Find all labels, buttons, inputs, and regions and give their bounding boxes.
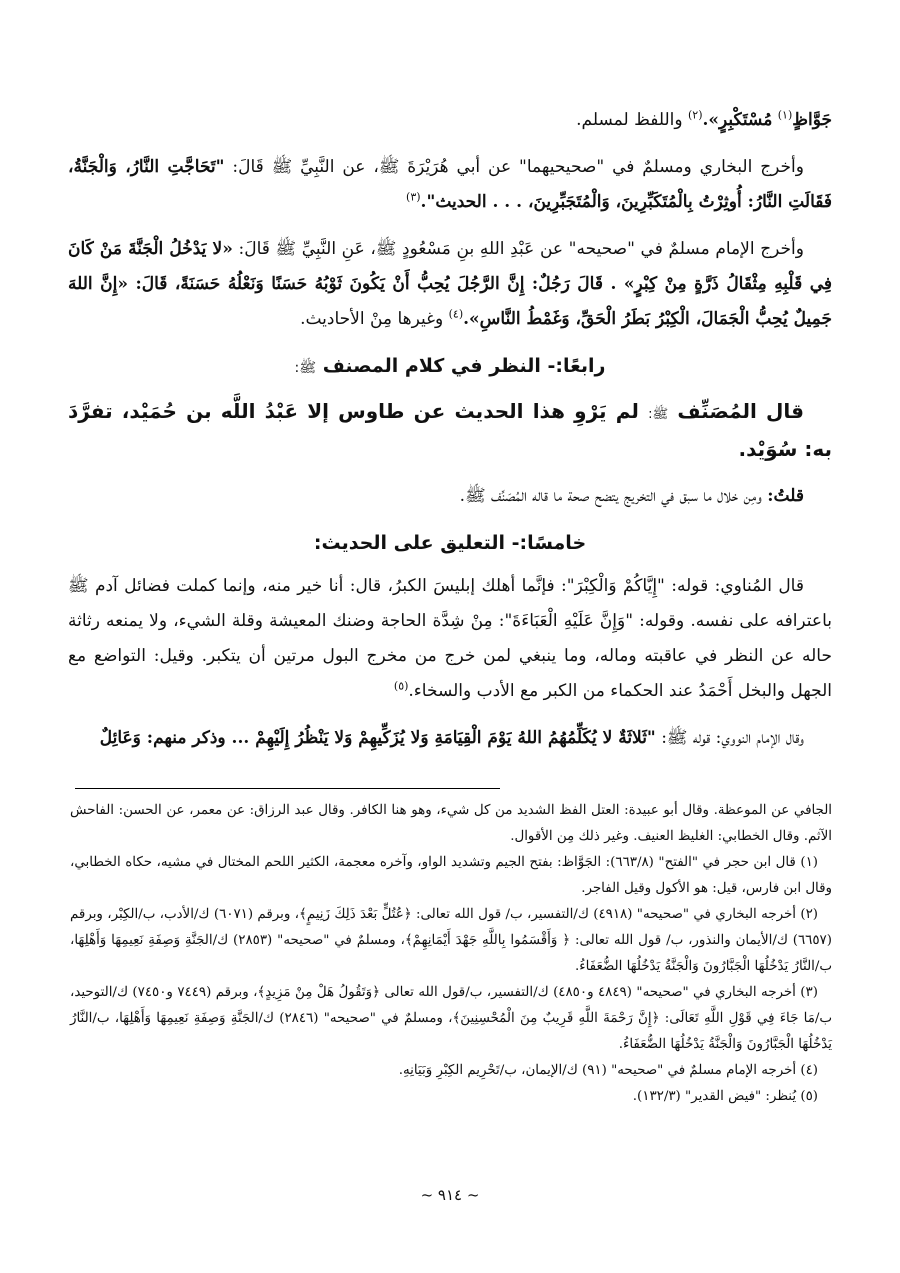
paragraph-text: وقال الإمام النووي: قوله ﷺ: xyxy=(661,728,804,748)
author-text: لم يَرْوِ هذا الحديث عن طاوس إلا عَبْدُ اللَّه بن حُمَيْد، تفرَّدَ به: سُوَيْد. xyxy=(68,399,832,461)
note-label: قلتُ: xyxy=(767,486,804,506)
footnote-marker: (٤) xyxy=(448,307,464,321)
author-honorific: ﷺ: xyxy=(648,407,669,422)
heading-honorific: ﷺ: xyxy=(294,360,317,376)
paragraph-text: وأخرج الإمام مسلمٌ في "صحيحه" عن عَبْدِ اللهِ بنِ مَسْعُودٍ ﷺ، عَنِ النَّبِيِّ ﷺ قَالَ: xyxy=(238,239,804,259)
paragraph-text: وغيرها مِنْ الأحاديث. xyxy=(300,309,444,329)
paragraph-2 xyxy=(68,150,832,220)
paragraph-text: ومِن خلال ما سبق في التخريج يتضح صحة ما قاله المُصَنِّف ﷺ. xyxy=(459,486,762,506)
hadith-quote: مُسْتَكْبِرٍ». xyxy=(702,110,773,130)
heading-text: رابعًا:- النظر في كلام المصنف xyxy=(322,355,606,377)
paragraph-6 xyxy=(68,569,832,709)
heading-text: خامسًا:- التعليق على الحديث: xyxy=(313,532,587,554)
footnote-5: (٥) يُنظر: "فيض القدير" (١٣٢/٣). xyxy=(632,1089,818,1104)
footnotes xyxy=(70,798,832,1110)
footnote-marker: (٣) xyxy=(406,190,421,204)
page-number: ~ ٩١٤ ~ xyxy=(420,1186,480,1204)
author-label: قال المُصَنِّف xyxy=(677,399,804,423)
footnote-4: (٤) أخرجه الإمام مسلمٌ في "صحيحه" (٩١) ك/الإيمان، ب/تَحْرِيم الكِبْرِ وَبَيَانِهِ. xyxy=(398,1063,818,1078)
paragraph-note xyxy=(68,479,832,514)
footnote-continuation: الجافي عن الموعظة. وقال أبو عبيدة: العتل الفظ الشديد من كل شيء، وهو هنا الكافر. وقال عبد الرزاق: عن معمر، عن الحسن: الفاحش الآثم. وقال الخطابي: الغليظ العنيف. وغير ذلك مِن الأقوال. xyxy=(70,803,832,844)
footnote-1: (١) قال ابن حجر في "الفتح" (٦٦٣/٨): الجَوَّاظ: بفتح الجيم وتشديد الواو، وآخره معجمة، الكثير اللحم المختال في مشيه، حكاه الخطابي، وقال ابن فارس، قيل: هو الأكول وقيل الفاجر. xyxy=(70,855,832,896)
footnote-separator xyxy=(75,788,500,789)
paragraph-1 xyxy=(68,103,832,138)
footnote-3: (٣) أخرجه البخاري في "صحيحه" (٤٨٤٩ و٤٨٥٠) ك/التفسير، ب/قول الله تعالى ﴿وَتَقُولُ هَلْ مِنْ مَزِيدٍ﴾، وبرقم (٧٤٤٩ و٧٤٥٠) ك/التوحيد، ب/مَا جَاءَ فِي قَوْلِ اللَّهِ تَعَالَى: ﴿إِنَّ رَحْمَةَ اللَّهِ قَرِيبٌ مِنَ الْمُحْسِنِينَ﴾، ومسلمٌ في "صحيحه" (٢٨٤٦) ك/الجَنَّةِ وَصِفَةِ نَعِيمِهَا وَأَهْلِهَا، ب/النَّارُ يَدْخُلُهَا الْجَبَّارُونَ وَالْجَنَّةُ يَدْخُلُهَا الضُّعَفَاءُ. xyxy=(70,985,832,1052)
hadith-quote: "ثَلاثَةٌ لا يُكَلِّمُهُمُ اللهُ يَوْمَ الْقِيَامَةِ وَلا يُزَكِّيهِمْ وَلا يَنْظُرُ إِلَيْهِمْ ... وذكر منهم: وَعَائِلٌ xyxy=(99,728,656,748)
footnote-marker: (٢) xyxy=(687,108,703,122)
footnote-marker: (٥) xyxy=(393,679,409,693)
hadith-quote: جَوَّاظٍ xyxy=(792,110,832,130)
main-text xyxy=(68,103,832,768)
paragraph-7 xyxy=(68,721,832,756)
paragraph-text: واللفظ لمسلم. xyxy=(576,110,683,130)
hadith-quote: «لا يَدْخُلُ الْجَنَّةَ مَنْ كَانَ فِي قَلْبِهِ مِثْقَالُ ذَرَّةٍ مِنْ كِبْرٍ» . قَالَ رَجُلٌ: إِنَّ الرَّجُلَ يُحِبُّ أَنْ يَكُونَ ثَوْبُهُ حَسَنًا وَنَعْلُهُ حَسَنَةً، قَالَ: «إِنَّ اللهَ جَمِيلٌ يُحِبُّ الْجَمَالَ، الْكِبْرُ بَطَرُ الْحَقِّ، وَغَمْطُ النَّاسِ». xyxy=(68,239,832,329)
paragraph-text: قال المُناوي: قوله: "إِيَّاكُمْ وَالْكِبْرَ": فإنَّما أهلك إبليسَ الكبرُ، قال: أنا خير منه، وإنما كملت فضائل آدم ﷺ باعترافه على نفسه. وقوله: "وَإِنَّ عَلَيْهِ الْعَبَاءَةَ": مِنْ شِدَّة الحاجة وضنك المعيشة وقلة الشيء، ولا يمنعه رثاثة حاله عن النظر في عاقبته وماله، وما ينبغي لمن خرج من مخرج البول مرتين أن يتكبر. وقيل: التواضع مع الجهل والبخل أَحْمَدُ عند الحكماء من الكبر مع الأدب والسخاء. xyxy=(68,576,832,701)
paragraph-3 xyxy=(68,232,832,337)
hadith-quote: "تَحَاجَّتِ النَّارُ، وَالْجَنَّةُ، فَقَالَتِ النَّارُ: أُوثِرْتُ بِالْمُتَكَبِّرِينَ، وَالْمُتَجَبِّرِينَ، . . . الحديث". xyxy=(68,157,832,212)
footnote-2: (٢) أخرجه البخاري في "صحيحه" (٤٩١٨) ك/التفسير، ب/ قول الله تعالى: ﴿عُتُلٍّ بَعْدَ ذَلِكَ زَنِيمٍ﴾، وبرقم (٦٠٧١) ك/الأدب، ب/الكِبْر، وبرقم (٦٦٥٧) ك/الأيمان والنذور، ب/ قول الله تعالى: ﴿ وَأَقْسَمُوا بِاللَّهِ جَهْدَ أَيْمَانِهِمْ﴾، ومسلمٌ في "صحيحه" (٢٨٥٣) ك/الجَنَّةِ وَصِفَةِ نَعِيمِهَا وَأَهْلِهَا، ب/النَّارُ يَدْخُلُهَا الْجَبَّارُونَ وَالْجَنَّةُ يَدْخُلُهَا الضُّعَفَاءُ. xyxy=(70,907,832,974)
author-statement xyxy=(68,394,832,467)
section-heading-5 xyxy=(68,526,832,561)
footnote-marker: (١) xyxy=(777,108,793,122)
paragraph-text: وأخرج البخاري ومسلمٌ في "صحيحيهما" عن أبي هُرَيْرَةَ ﷺ، عن النَّبِيِّ ﷺ قَالَ: xyxy=(232,157,804,177)
section-heading-4 xyxy=(68,349,832,386)
